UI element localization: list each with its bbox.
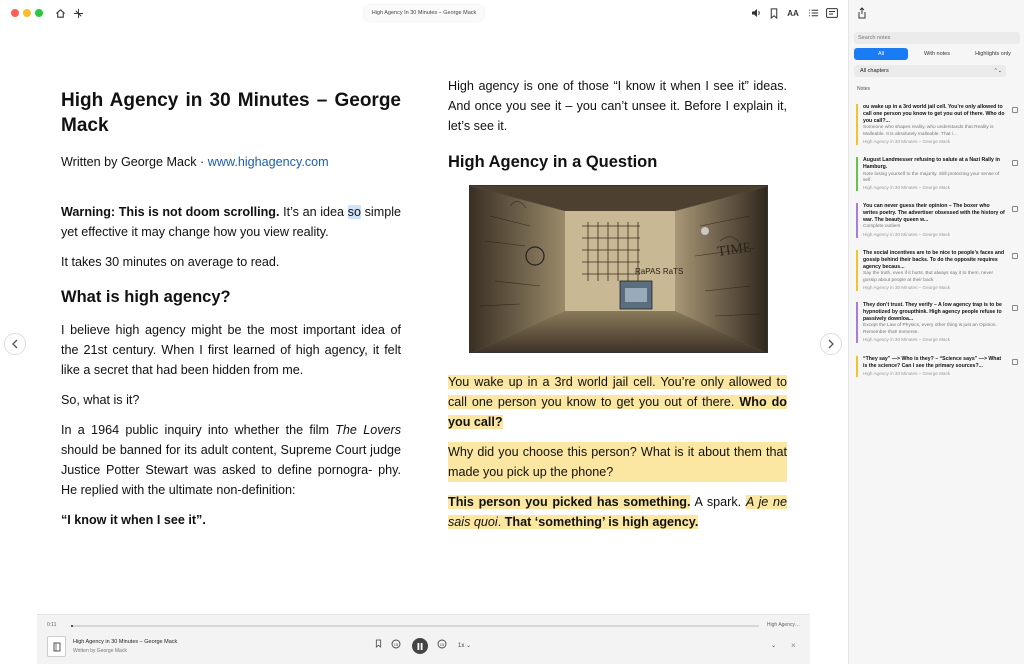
p1964-text-a: In a 1964 public inquiry into whether the film [61, 423, 336, 437]
byline-text: Written by George Mack · [61, 155, 208, 169]
playback-progress-bar[interactable] [71, 625, 759, 627]
note-color-bar [856, 356, 858, 377]
note-quote: They don’t trust. They verify – A low agency trap is to be hypnotized by groupthink. High agency people refuse to passively downloa... [863, 302, 1002, 322]
note-source: High Agency in 30 Minutes – George Mack [863, 284, 951, 290]
note-source: High Agency in 30 Minutes – George Mack [863, 370, 951, 376]
highlight-text-a[interactable]: You wake up in a 3rd world jail cell. You’re only allowed to call one person you know to get you out of there. [448, 375, 787, 409]
note-comment: Complete outliers [863, 224, 901, 230]
quote-paragraph [61, 510, 401, 530]
paragraph-1964 [61, 420, 401, 500]
paragraph-believe: I believe high agency might be the most important idea of the 21st century. When I first learned of high agency, it felt like a secret that had been hidden from me. [61, 323, 401, 377]
book-cover-icon[interactable] [47, 636, 66, 657]
chevron-updown-icon: ⌃⌄ [993, 68, 1002, 74]
note-color-bar [856, 250, 858, 291]
spark-italic[interactable]: A je ne sais quoi [448, 495, 787, 529]
notes-section-header: Notes [857, 86, 871, 92]
playback-speed-value: 1x [458, 643, 465, 649]
search-notes-input[interactable] [854, 32, 1020, 44]
note-comment-icon[interactable] [1012, 107, 1018, 113]
previous-page-button[interactable] [4, 333, 26, 355]
article-title: High Agency in 30 Minutes – George Mack [61, 90, 401, 136]
highlight-text-b[interactable]: Who do you call? [448, 395, 787, 429]
note-source: High Agency in 30 Minutes – George Mack [863, 138, 951, 144]
chapter-filter-select[interactable] [854, 65, 1006, 77]
svg-text:15: 15 [393, 641, 399, 647]
warning-text-a: It’s an idea [279, 205, 348, 219]
note-source: High Agency in 30 Minutes – George Mack [863, 185, 951, 190]
pause-button[interactable] [412, 638, 428, 654]
notes-filter-tabs [854, 48, 1020, 60]
jail-cell-photo [469, 185, 768, 353]
note-color-bar [856, 104, 858, 145]
note-quote: You can never guess their opinion – The boxer who writes poetry. The advertiser obsessed with the history of war. The beauty queen w... [863, 203, 1005, 223]
warning-bold: Warning: This is not doom scrolling. [61, 205, 280, 219]
byline [61, 152, 401, 172]
note-card[interactable] [856, 302, 1006, 343]
note-quote: “They say” —> Who is they? – “Science says” —> What is the science? Can I see the primary sources?... [863, 356, 1002, 369]
note-comment-icon[interactable] [1012, 305, 1018, 311]
note-card[interactable] [856, 203, 1006, 238]
minimize-window-button[interactable] [23, 9, 31, 17]
highlight-spark[interactable] [448, 492, 787, 532]
heading-what-is-high-agency: What is high agency? [61, 288, 231, 306]
note-comment: Someone who shapes reality, who understands that Reality is Malleable. It is absolutely malleable. That i... [863, 125, 994, 137]
spark-dot: . [497, 515, 505, 529]
text-size-icon[interactable]: AA [787, 8, 799, 18]
bookmark-icon[interactable] [766, 5, 782, 21]
note-quote: ou wake up in a 3rd world jail cell. You’re only allowed to call one person you know to get you out of there. Who do you call?... [863, 104, 1005, 124]
sparkle-icon[interactable] [70, 5, 86, 21]
note-comment-icon[interactable] [1012, 160, 1018, 166]
home-icon[interactable] [52, 5, 68, 21]
zoom-window-button[interactable] [35, 9, 43, 17]
warning-paragraph [61, 202, 401, 242]
speaker-icon[interactable] [748, 5, 764, 21]
notes-panel-icon[interactable] [824, 5, 840, 21]
note-comment: Note losing yourself to the majority. Still protecting your sense of self. [863, 171, 1000, 183]
skip-back-icon[interactable] [391, 639, 401, 653]
spark-bold-a[interactable]: This person you picked has something. [448, 495, 691, 509]
reading-time: It takes 30 minutes on average to read. [61, 255, 280, 269]
notes-sidebar [848, 0, 1024, 664]
close-window-button[interactable] [11, 9, 19, 17]
tab-highlights-only[interactable]: Highlights only [966, 48, 1020, 60]
note-card[interactable] [856, 104, 1006, 145]
svg-text:15: 15 [439, 641, 445, 647]
note-comment: Say the truth, even if it hurts. But always say it to them, never gossip about people at their back [863, 271, 994, 283]
right-column [448, 76, 787, 532]
note-comment-icon[interactable] [1012, 206, 1018, 212]
skip-forward-icon[interactable] [437, 639, 447, 653]
svg-text:TIME: TIME [716, 240, 753, 260]
player-bookmark-icon[interactable] [375, 639, 382, 653]
elapsed-time: 0:11 [47, 622, 57, 628]
player-author: Written by George Mack [73, 648, 127, 654]
byline-link[interactable]: www.highagency.com [207, 155, 329, 169]
note-color-bar [856, 203, 858, 238]
quote-bold: “I know it when I see it”. [61, 513, 206, 527]
note-quote: August Landmesser refusing to salute at a Nazi Rally in Hamburg. [863, 157, 1000, 170]
note-comment-icon[interactable] [1012, 359, 1018, 365]
heading-question: High Agency in a Question [448, 153, 658, 171]
window-title: High Agency In 30 Minutes – George Mack [364, 5, 484, 21]
note-source: High Agency in 30 Minutes – George Mack [863, 336, 951, 342]
paragraph-intro: High agency is one of those “I know it when I see it” ideas. And once you see it – you can’t unsee it. Before I explain it, let’s see it. [448, 79, 787, 133]
warning-text-b: simple yet effective it may change how you view reality. [61, 205, 402, 239]
next-page-button[interactable] [820, 333, 842, 355]
spark-bold-b[interactable]: That ‘something’ is high agency. [504, 515, 699, 529]
p1964-text-b: should be banned for its adult content, Supreme Court judge Justice Potter Stewart was asked to define pornogra- phy. He replied with the ultimate non-definition: [61, 443, 401, 497]
highlight-why-choose[interactable]: Why did you choose this person? What is it about them that made you pick up the phone? [448, 442, 787, 482]
left-column [61, 88, 401, 530]
svg-text:RaPAS RaTS: RaPAS RaTS [635, 267, 684, 276]
note-color-bar [856, 157, 858, 191]
highlight-jail-cell[interactable] [448, 372, 787, 432]
note-card[interactable] [856, 250, 1006, 291]
paragraph-so: So, what is it? [61, 393, 140, 407]
note-card[interactable] [856, 157, 1006, 191]
audio-player [37, 614, 810, 664]
tab-with-notes[interactable]: With notes [910, 48, 964, 60]
title-bar [0, 0, 848, 28]
contents-list-icon[interactable] [805, 5, 821, 21]
playback-speed-button[interactable]: 1x ⌄ [458, 643, 472, 649]
chapter-filter-value: All chapters [860, 68, 889, 74]
share-icon[interactable] [857, 7, 867, 21]
tab-all[interactable]: All [854, 48, 908, 60]
player-close-icon[interactable]: × [791, 641, 796, 650]
playback-progress-fill [71, 625, 73, 627]
voice-menu-button[interactable]: ⌄ [771, 643, 777, 649]
note-comment: Except the Law of Physics, every other thing is just an Opinion. Remember that! Immerse. [863, 323, 997, 335]
note-source: High Agency in 30 Minutes – George Mack [863, 231, 951, 237]
chapter-label: High Agency… [766, 622, 800, 628]
player-book-title: High Agency in 30 Minutes – George Mack [73, 639, 178, 645]
note-comment-icon[interactable] [1012, 253, 1018, 259]
note-color-bar [856, 302, 858, 343]
note-card[interactable] [856, 356, 1006, 377]
spark-text: A spark. [690, 495, 746, 509]
note-quote: The social incentives are to be nice to people’s faces and gossip behind their backs. To do the opposite requires agency becaus... [863, 250, 1005, 270]
film-title: The Lovers [335, 423, 402, 437]
text-selection[interactable]: so [347, 205, 361, 219]
